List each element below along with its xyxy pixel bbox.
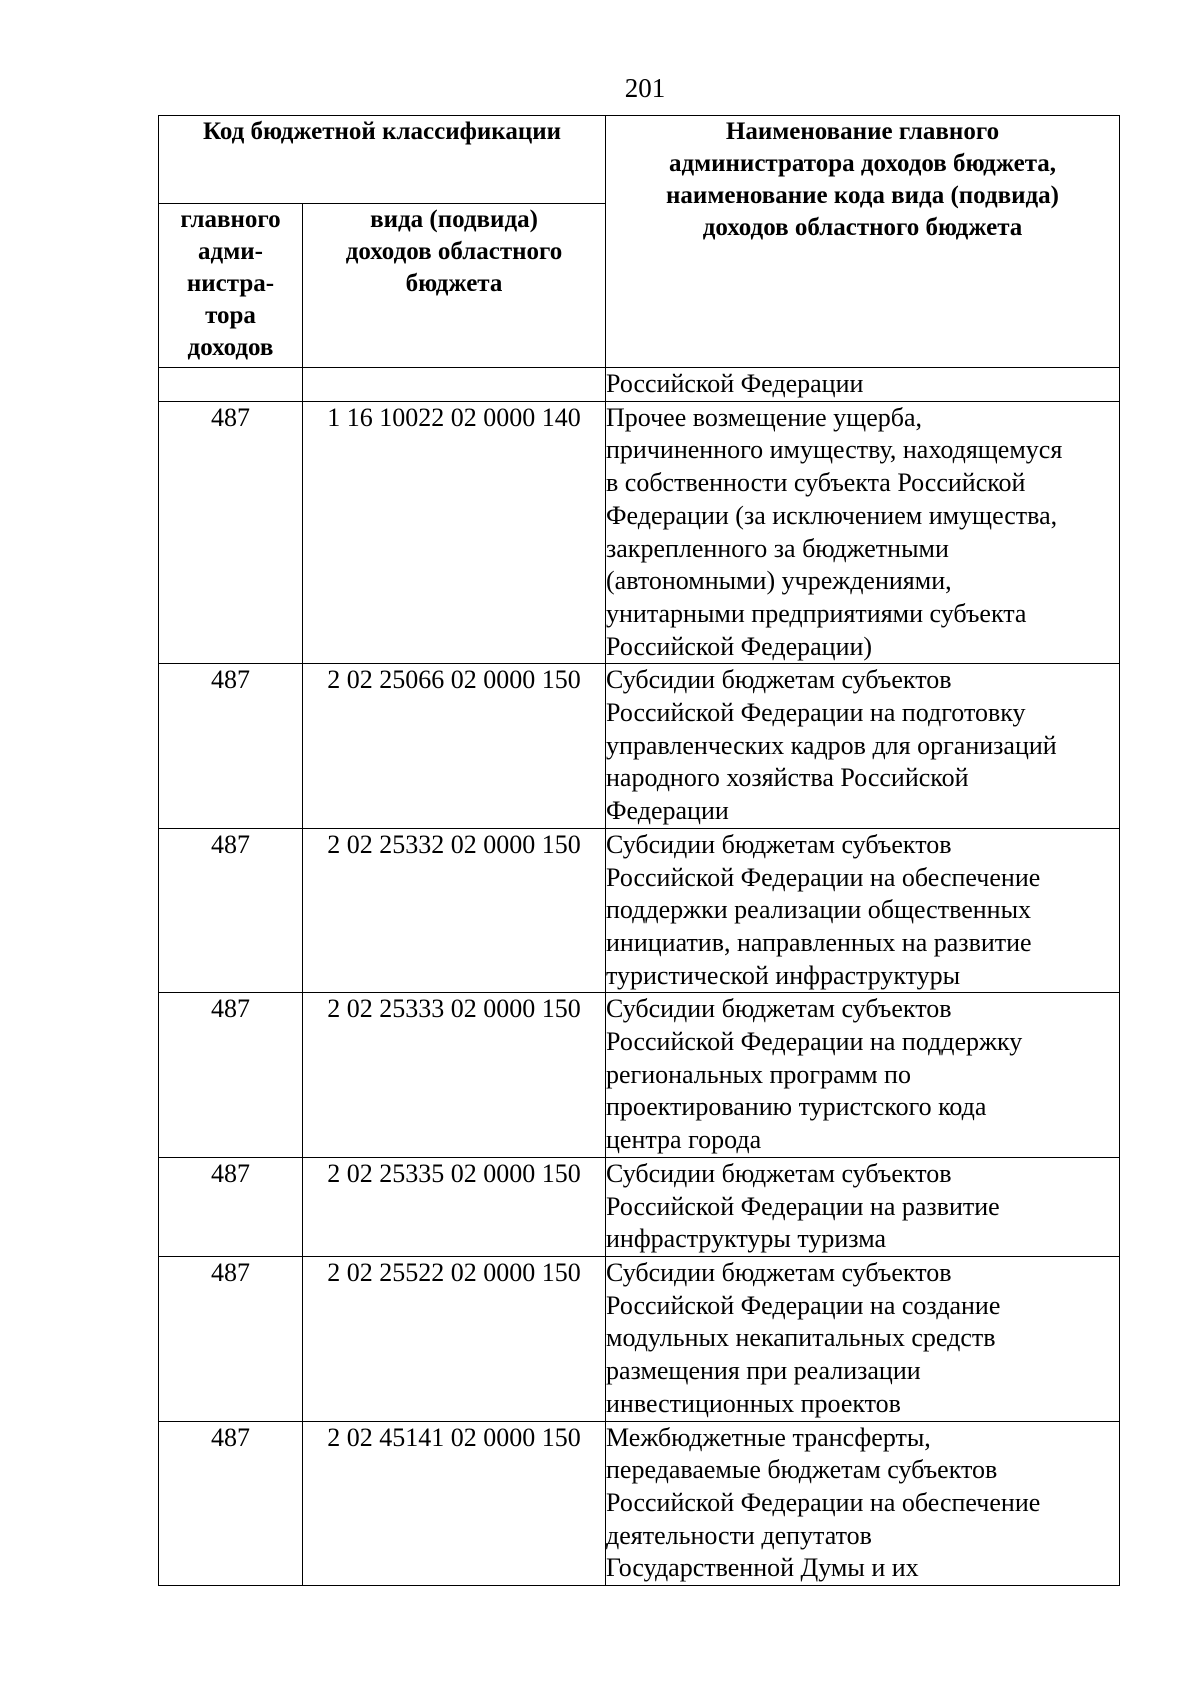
- header-code-line: доходов областного: [345, 238, 563, 265]
- table-row: [159, 1256, 1120, 1421]
- description-line: Российской Федерации на обеспечение: [606, 862, 1041, 892]
- description-line: инвестиционных проектов: [606, 1388, 901, 1418]
- cell-description: [606, 1256, 1120, 1421]
- header-administrator-name: [606, 116, 1120, 368]
- table-row: [159, 664, 1120, 829]
- header-income-type-code: [303, 204, 606, 368]
- table-row: [159, 368, 1120, 402]
- description-line: Межбюджетные трансферты,: [606, 1422, 931, 1452]
- cell-administrator-code: 487: [159, 828, 303, 993]
- description-line: Государственной Думы и их: [606, 1553, 919, 1583]
- description-line: инфраструктуры туризма: [606, 1224, 887, 1254]
- cell-description: [606, 401, 1120, 664]
- description-line: проектированию туристского кода: [606, 1092, 987, 1122]
- description-line: модульных некапитальных средств: [606, 1323, 996, 1353]
- cell-income-code: 2 02 25066 02 0000 150: [303, 664, 606, 829]
- table-body: [159, 368, 1120, 1586]
- cell-description: [606, 1421, 1120, 1586]
- cell-administrator-code: 487: [159, 1157, 303, 1256]
- description-line: центра города: [606, 1125, 762, 1155]
- cell-administrator-code: 487: [159, 1256, 303, 1421]
- cell-administrator-code: 487: [159, 664, 303, 829]
- header-name-line: Наименование главного: [725, 118, 1000, 145]
- description-line: туристической инфраструктуры: [606, 960, 961, 990]
- table-row: [159, 828, 1120, 993]
- header-main-administrator: [159, 204, 303, 368]
- description-line: Прочее возмещение ущерба,: [606, 402, 923, 432]
- cell-description: [606, 828, 1120, 993]
- cell-description: [606, 664, 1120, 829]
- description-line: деятельности депутатов: [606, 1520, 872, 1550]
- header-admin-line: нистра-: [186, 270, 275, 297]
- cell-income-code: 2 02 25332 02 0000 150: [303, 828, 606, 993]
- cell-income-code: 1 16 10022 02 0000 140: [303, 401, 606, 664]
- cell-administrator-code: 487: [159, 1421, 303, 1586]
- header-admin-line: адми-: [198, 238, 263, 265]
- table-row: [159, 1157, 1120, 1256]
- description-line: Российской Федерации на создание: [606, 1290, 1001, 1320]
- header-code-line: бюджета: [405, 270, 503, 297]
- description-line: Российской Федерации на обеспечение: [606, 1487, 1041, 1517]
- cell-income-code: 2 02 25335 02 0000 150: [303, 1157, 606, 1256]
- description-line: передаваемые бюджетам субъектов: [606, 1455, 998, 1485]
- description-line: региональных программ по: [606, 1059, 911, 1089]
- description-line: Федерации (за исключением имущества,: [606, 500, 1058, 530]
- table-row: [159, 1421, 1120, 1586]
- header-name-line: доходов областного бюджета: [702, 214, 1023, 241]
- budget-classification-table: [158, 115, 1120, 1586]
- description-line: Российской Федерации): [606, 631, 873, 661]
- description-line: Субсидии бюджетам субъектов: [606, 1158, 952, 1188]
- cell-income-code: 2 02 45141 02 0000 150: [303, 1421, 606, 1586]
- page-number: 201: [624, 73, 666, 103]
- description-line: Российской Федерации на развитие: [606, 1191, 1000, 1221]
- cell-description: [606, 368, 1120, 402]
- cell-income-code: 2 02 25522 02 0000 150: [303, 1256, 606, 1421]
- description-line: инициатив, направленных на развитие: [606, 927, 1032, 957]
- description-line: Субсидии бюджетам субъектов: [606, 665, 952, 695]
- table-header: [159, 116, 1120, 368]
- table-row: [159, 993, 1120, 1158]
- description-line: Российской Федерации на подготовку: [606, 698, 1026, 728]
- description-line: закрепленного за бюджетными: [606, 533, 949, 563]
- table-row: [159, 401, 1120, 664]
- header-admin-line: доходов: [187, 334, 274, 361]
- description-line: Субсидии бюджетам субъектов: [606, 829, 952, 859]
- description-line: Федерации: [606, 796, 729, 826]
- cell-description: [606, 1157, 1120, 1256]
- header-admin-line: тора: [205, 302, 256, 329]
- description-line: (автономными) учреждениями,: [606, 566, 952, 596]
- cell-description: [606, 993, 1120, 1158]
- header-name-line: администратора доходов бюджета,: [668, 150, 1057, 177]
- description-line: поддержки реализации общественных: [606, 895, 1032, 925]
- header-admin-line: главного: [180, 206, 281, 233]
- description-line: народного хозяйства Российской: [606, 763, 969, 793]
- description-line: Российской Федерации на поддержку: [606, 1027, 1023, 1057]
- cell-income-code: 2 02 25333 02 0000 150: [303, 993, 606, 1158]
- description-line: Субсидии бюджетам субъектов: [606, 1257, 952, 1287]
- cell-administrator-code: 487: [159, 993, 303, 1158]
- description-line: размещения при реализации: [606, 1356, 921, 1386]
- description-line: Субсидии бюджетам субъектов: [606, 994, 952, 1024]
- cell-income-code: [303, 368, 606, 402]
- header-budget-classification-code: Код бюджетной классификации: [159, 116, 606, 204]
- description-line: управленческих кадров для организаций: [606, 730, 1057, 760]
- cell-administrator-code: 487: [159, 401, 303, 664]
- header-code-line: вида (подвида): [370, 206, 538, 233]
- description-line: Российской Федерации: [606, 369, 864, 398]
- description-line: причиненного имуществу, находящемуся: [606, 435, 1063, 465]
- description-line: в собственности субъекта Российской: [606, 468, 1026, 498]
- cell-administrator-code: [159, 368, 303, 402]
- header-name-line: наименование кода вида (подвида): [666, 182, 1059, 209]
- description-line: унитарными предприятиями субъекта: [606, 598, 1027, 628]
